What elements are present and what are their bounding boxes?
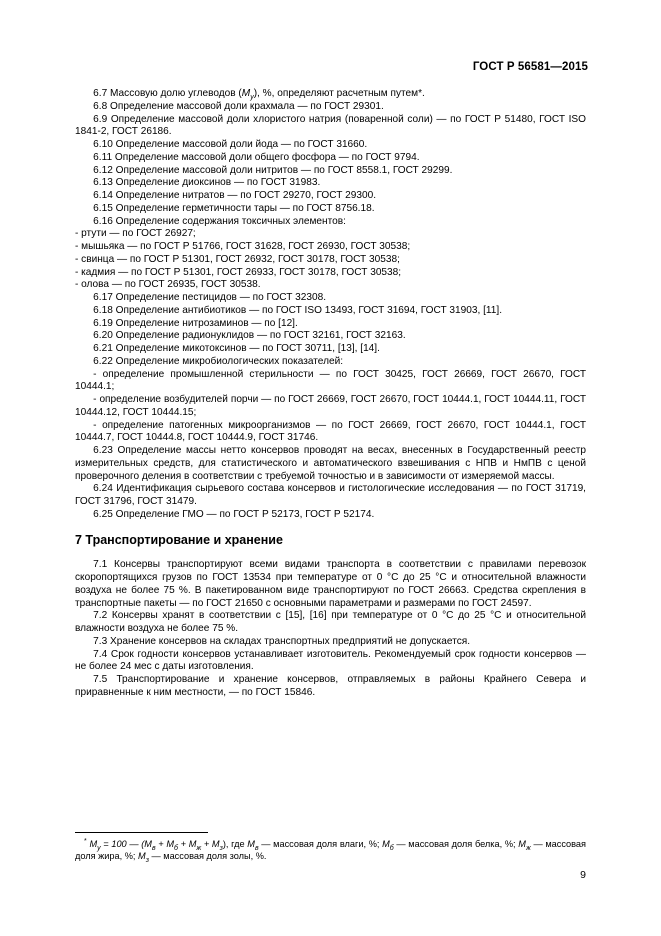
list-item: 6.23 Определение массы нетто консервов проводят на весах, внесенных в Государственный реестр измерительных средств, для статистического и автоматического взвешивания с НПВ и НмПВ с ценой проверочного деления в соответствии с требуемой точностью и в зависимости от измеряемой массы. xyxy=(75,445,586,482)
list-item: - ртути — по ГОСТ 26927; xyxy=(75,228,196,240)
section-7-paragraph: 7.5 Транспортирование и хранение консервов, отправляемых в районы Крайнего Севера и приравненные к ним местности, — по ГОСТ 15846. xyxy=(75,674,586,698)
section-7-paragraph: 7.1 Консервы транспортируют всеми видами транспорта в соответствии с правилами перевозок скоропортящихся грузов по ГОСТ 13534 при температуре от 0 °С до 25 °С и относительной влажности воздуха не более 75 %. В пакетированном виде транспортируют по ГОСТ 26663. Средства скрепления в транспортные пакеты — по ГОСТ 21650 с основными параметрами и размерами по ГОСТ 24597. xyxy=(75,559,586,609)
list-item: 6.21 Определение микотоксинов — по ГОСТ 30711, [13], [14]. xyxy=(93,343,380,354)
section-7-title: 7 Транспортирование и хранение xyxy=(75,532,283,547)
list-item: 6.9 Определение массовой доли хлористого натрия (поваренной соли) — по ГОСТ Р 51480, ГОСТ ISO 1841-2, ГОСТ 26186. xyxy=(75,113,586,138)
section-7-paragraph: 7.2 Консервы хранят в соответствии с [15], [16] при температуре от 0 °С до 25 °С и относительной влажности воздуха не более 75 %. xyxy=(75,610,586,634)
section-7-paragraph: 7.4 Срок годности консервов устанавливает изготовитель. Рекомендуемый срок годности консервов — не более 24 мес с даты изготовления. xyxy=(75,648,586,673)
page-number: 9 xyxy=(580,869,586,881)
list-item: 6.20 Определение радионуклидов — по ГОСТ 32161, ГОСТ 32163. xyxy=(93,330,406,342)
footnote: * $M_у = 100$ — $(M_в + M_б + M_ж + M_з)$, где $M_в$ — массовая доля влаги, %; $M_б$ — массовая доля белка, %; $M_ж$ — массовая доля жира, %; $M_з$ — массовая доля золы, %. xyxy=(75,837,587,864)
list-item: 6.11 Определение массовой доли общего фосфора — по ГОСТ 9794. xyxy=(93,151,420,163)
list-item: - кадмия — по ГОСТ Р 51301, ГОСТ 26933, ГОСТ 30178, ГОСТ 30538; xyxy=(75,266,402,278)
list-item: 6.14 Определение нитратов — по ГОСТ 29270, ГОСТ 29300. xyxy=(93,190,377,201)
list-item: - определение патогенных микроорганизмов — по ГОСТ 26669, ГОСТ 26670, ГОСТ 10444.1, ГОСТ 10444.7, ГОСТ 10444.8, ГОСТ 10444.9, ГОСТ 31746. xyxy=(75,419,586,444)
footnote-divider xyxy=(75,832,208,833)
list-item: - мышьяка — по ГОСТ Р 51766, ГОСТ 31628, ГОСТ 26930, ГОСТ 30538; xyxy=(75,241,411,252)
list-item: 6.25 Определение ГМО — по ГОСТ Р 52173, ГОСТ Р 52174. xyxy=(93,508,375,520)
document-id-header: ГОСТ Р 56581—2015 xyxy=(472,61,588,73)
section-7-paragraph: 7.3 Хранение консервов на складах транспортных предприятий не допускается. xyxy=(93,635,471,647)
section-7-body xyxy=(75,559,586,699)
list-item: 6.17 Определение пестицидов — по ГОСТ 32308. xyxy=(93,292,327,303)
list-item: 6.10 Определение массовой доли йода — по ГОСТ 31660. xyxy=(93,139,368,150)
list-item: 6.13 Определение диоксинов — по ГОСТ 31983. xyxy=(93,177,321,189)
list-item: 6.15 Определение герметичности тары — по ГОСТ 8756.18. xyxy=(93,202,375,214)
list-item: 6.8 Определение массовой доли крахмала — по ГОСТ 29301. xyxy=(93,100,384,112)
list-item: - свинца — по ГОСТ Р 51301, ГОСТ 26932, ГОСТ 30178, ГОСТ 30538; xyxy=(75,253,400,265)
page-content xyxy=(75,88,586,700)
list-item: 6.18 Определение антибиотиков — по ГОСТ ISO 13493, ГОСТ 31694, ГОСТ 31903, [11]. xyxy=(93,304,502,316)
list-item: - олова — по ГОСТ 26935, ГОСТ 30538. xyxy=(75,279,261,291)
list-item: 6.16 Определение содержания токсичных элементов: xyxy=(93,215,346,227)
list-item: - определение промышленной стерильности — по ГОСТ 30425, ГОСТ 26669, ГОСТ 26670, ГОСТ 10444.1; xyxy=(75,368,586,393)
footnote-marker: * xyxy=(84,837,87,845)
list-item: 6.19 Определение нитрозаминов — по [12]. xyxy=(93,317,298,329)
list-item: 6.7 Массовую долю углеводов $(M_у)$, %, определяют расчетным путем*. xyxy=(93,88,425,102)
test-methods-list xyxy=(75,88,586,522)
list-item: 6.22 Определение микробиологических показателей: xyxy=(93,355,344,367)
list-item: 6.24 Идентификация сырьевого состава консервов и гистологические исследования — по ГОСТ 31719, ГОСТ 31796, ГОСТ 31479. xyxy=(75,483,586,507)
list-item: - определение возбудителей порчи — по ГОСТ 26669, ГОСТ 26670, ГОСТ 10444.1, ГОСТ 10444.11, ГОСТ 10444.12, ГОСТ 10444.15; xyxy=(75,394,586,418)
list-item: 6.12 Определение массовой доли нитритов — по ГОСТ 8558.1, ГОСТ 29299. xyxy=(93,164,453,176)
